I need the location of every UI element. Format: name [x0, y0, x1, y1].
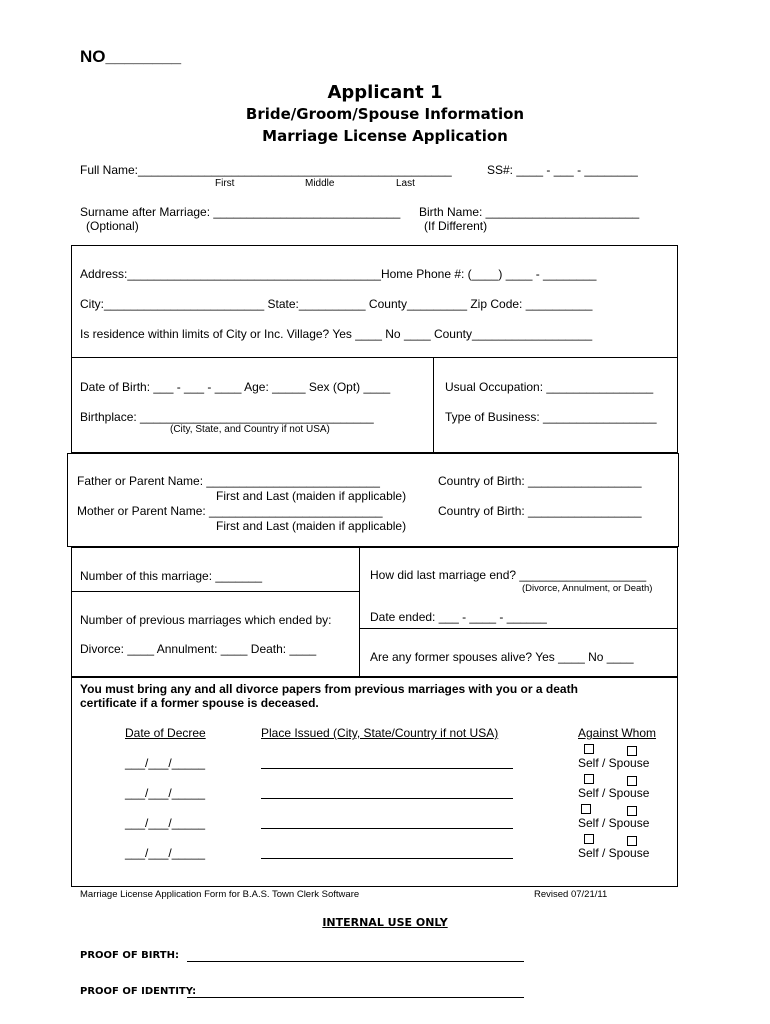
against-whom-label: Self / Spouse: [578, 846, 650, 860]
spouse-checkbox[interactable]: [627, 806, 637, 816]
page-title: Applicant 1: [327, 82, 443, 103]
spouse-checkbox[interactable]: [627, 746, 637, 756]
spouse-checkbox[interactable]: [627, 776, 637, 786]
notice-line-1: You must bring any and all divorce papers from previous marriages with you or a death: [80, 682, 578, 696]
date-of-decree-header: Date of Decree: [125, 726, 206, 740]
decree-date-field[interactable]: ___/___/_____: [125, 786, 206, 800]
self-checkbox[interactable]: [581, 804, 591, 814]
divider: [433, 357, 434, 453]
birth-box: [71, 357, 678, 453]
date-ended-field[interactable]: Date ended: ___ - ____ - ______: [370, 610, 547, 624]
birthplace-hint: (City, State, and Country if not USA): [170, 424, 330, 435]
father-hint: First and Last (maiden if applicable): [216, 489, 407, 503]
against-whom-label: Self / Spouse: [578, 786, 650, 800]
first-hint: First: [215, 178, 235, 189]
last-hint: Last: [396, 178, 415, 189]
middle-hint: Middle: [305, 178, 335, 189]
how-ended-field[interactable]: How did last marriage end? ___________________: [370, 568, 647, 582]
place-issued-field[interactable]: [261, 768, 513, 769]
mother-field[interactable]: Mother or Parent Name: __________________________: [77, 504, 383, 518]
how-ended-hint: (Divorce, Annulment, or Death): [522, 583, 653, 594]
page-subtitle-2: Marriage License Application: [262, 127, 508, 145]
proof-of-birth-label: PROOF OF BIRTH:: [80, 950, 179, 961]
birth-name-field[interactable]: Birth Name: _______________________: [419, 205, 640, 219]
address-field[interactable]: Address:______________________________________Home Phone #: (____) ____ - ________: [80, 267, 597, 281]
mother-hint: First and Last (maiden if applicable): [216, 519, 407, 533]
place-issued-field[interactable]: [261, 798, 513, 799]
ssn-field[interactable]: SS#: ____ - ___ - ________: [487, 163, 638, 177]
proof-of-identity-field[interactable]: [187, 997, 524, 998]
full-name-field[interactable]: Full Name:_______________________________________________: [80, 163, 452, 177]
against-whom-label: Self / Spouse: [578, 816, 650, 830]
notice-line-2: certificate if a former spouse is deceased.: [80, 696, 319, 710]
form-number[interactable]: NO________: [80, 47, 182, 66]
divider: [359, 547, 360, 677]
decree-date-field[interactable]: ___/___/_____: [125, 846, 206, 860]
place-issued-header: Place Issued (City, State/Country if not USA): [261, 726, 499, 740]
proof-of-birth-field[interactable]: [187, 961, 524, 962]
if-different-hint: (If Different): [424, 219, 488, 233]
marriage-number-field[interactable]: Number of this marriage: _______: [80, 569, 263, 583]
revised-date: Revised 07/21/11: [534, 889, 608, 900]
birthplace-field[interactable]: Birthplace: ___________________________________: [80, 410, 374, 424]
decree-date-field[interactable]: ___/___/_____: [125, 816, 206, 830]
internal-use-heading: INTERNAL USE ONLY: [322, 916, 448, 929]
surname-field[interactable]: Surname after Marriage: ____________________________: [80, 205, 401, 219]
form-footer-name: Marriage License Application Form for B.A.S. Town Clerk Software: [80, 889, 360, 900]
dob-field[interactable]: Date of Birth: ___ - ___ - ____ Age: _____ Sex (Opt) ____: [80, 380, 391, 394]
divider: [359, 628, 678, 629]
decree-date-field[interactable]: ___/___/_____: [125, 756, 206, 770]
optional-hint: (Optional): [86, 219, 139, 233]
place-issued-field[interactable]: [261, 858, 513, 859]
city-field[interactable]: City:________________________ State:__________ County_________ Zip Code: __________: [80, 297, 593, 311]
ended-by-field[interactable]: Divorce: ____ Annulment: ____ Death: ____: [80, 642, 317, 656]
page-subtitle: Bride/Groom/Spouse Information: [245, 105, 525, 123]
against-whom-header: Against Whom: [578, 726, 657, 740]
father-field[interactable]: Father or Parent Name: __________________________: [77, 474, 380, 488]
self-checkbox[interactable]: [584, 774, 594, 784]
proof-of-identity-label: PROOF OF IDENTITY:: [80, 986, 197, 997]
spouses-alive-field[interactable]: Are any former spouses alive? Yes ____ No ____: [370, 650, 634, 664]
occupation-field[interactable]: Usual Occupation: ________________: [445, 380, 654, 394]
spouse-checkbox[interactable]: [627, 836, 637, 846]
residence-field[interactable]: Is residence within limits of City or Inc. Village? Yes ____ No ____ County__________________: [80, 327, 593, 341]
self-checkbox[interactable]: [584, 834, 594, 844]
place-issued-field[interactable]: [261, 828, 513, 829]
father-country-field[interactable]: Country of Birth: _________________: [438, 474, 642, 488]
business-field[interactable]: Type of Business: _________________: [445, 410, 657, 424]
divider: [71, 591, 359, 592]
mother-country-field[interactable]: Country of Birth: _________________: [438, 504, 642, 518]
self-checkbox[interactable]: [584, 744, 594, 754]
against-whom-label: Self / Spouse: [578, 756, 650, 770]
previous-marriages-label: Number of previous marriages which ended by:: [80, 613, 332, 627]
